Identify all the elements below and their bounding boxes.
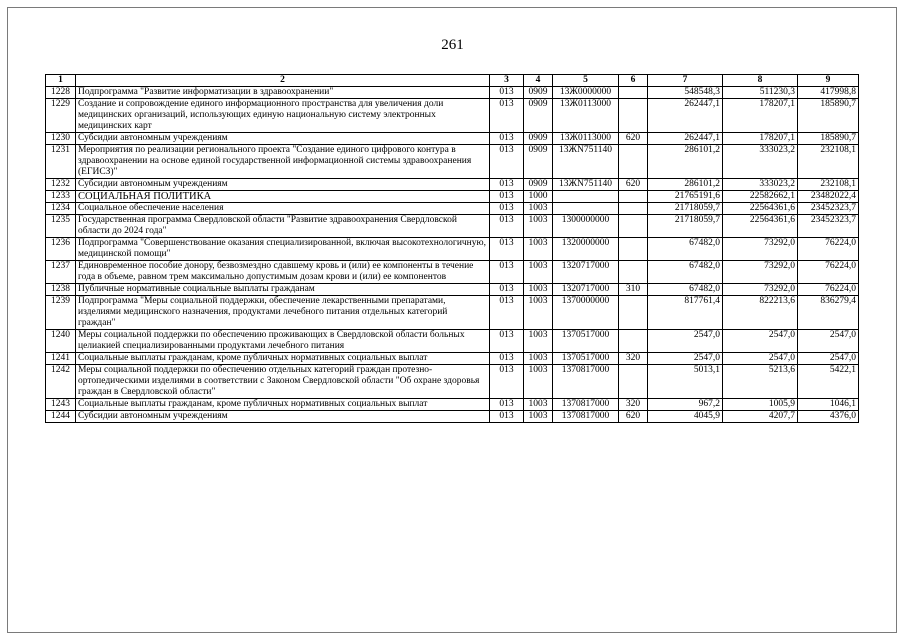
column-header: 4 [524, 75, 553, 87]
amount-cell-2022: 836279,4 [798, 296, 859, 330]
row-number-cell: 1235 [46, 215, 76, 238]
expense-type-cell [619, 99, 648, 133]
amount-cell-2022: 23482022,4 [798, 191, 859, 203]
row-number-cell: 1237 [46, 261, 76, 284]
table-row [46, 133, 859, 145]
section-code-cell: 1003 [524, 215, 553, 238]
expense-type-cell [619, 87, 648, 99]
amount-cell-2022: 232108,1 [798, 179, 859, 191]
amount-cell-2020: 262447,1 [648, 99, 723, 133]
row-number-cell: 1242 [46, 365, 76, 399]
ministry-code-cell: 013 [490, 87, 524, 99]
ministry-code-cell: 013 [490, 399, 524, 411]
amount-cell-2020: 286101,2 [648, 179, 723, 191]
expense-type-cell [619, 261, 648, 284]
amount-cell-2021: 22564361,6 [723, 215, 798, 238]
table-row [46, 87, 859, 99]
amount-cell-2020: 817761,4 [648, 296, 723, 330]
amount-cell-2022: 1046,1 [798, 399, 859, 411]
table-row [46, 411, 859, 423]
amount-cell-2021: 5213,6 [723, 365, 798, 399]
table-row [46, 399, 859, 411]
amount-cell-2021: 178207,1 [723, 99, 798, 133]
section-code-cell: 1003 [524, 261, 553, 284]
target-article-cell: 1300000000 [553, 215, 619, 238]
amount-cell-2020: 2547,0 [648, 330, 723, 353]
section-code-cell: 1003 [524, 284, 553, 296]
amount-cell-2022: 23452323,7 [798, 215, 859, 238]
expense-type-cell: 320 [619, 353, 648, 365]
target-article-cell: 1370817000 [553, 365, 619, 399]
amount-cell-2021: 333023,2 [723, 145, 798, 179]
row-number-cell: 1232 [46, 179, 76, 191]
row-name-cell: Публичные нормативные социальные выплаты гражданам [76, 284, 490, 296]
target-article-cell: 13Ж0113000 [553, 133, 619, 145]
amount-cell-2020: 262447,1 [648, 133, 723, 145]
row-number-cell: 1236 [46, 238, 76, 261]
amount-cell-2020: 67482,0 [648, 261, 723, 284]
expense-type-cell [619, 203, 648, 215]
target-article-cell: 13Ж0000000 [553, 87, 619, 99]
target-article-cell: 1370817000 [553, 399, 619, 411]
row-name-cell: Социальные выплаты гражданам, кроме публичных нормативных социальных выплат [76, 399, 490, 411]
amount-cell-2022: 76224,0 [798, 238, 859, 261]
table-row [46, 330, 859, 353]
column-header: 7 [648, 75, 723, 87]
ministry-code-cell: 013 [490, 411, 524, 423]
table-body [46, 87, 859, 423]
ministry-code-cell: 013 [490, 203, 524, 215]
section-code-cell: 1003 [524, 411, 553, 423]
amount-cell-2020: 2547,0 [648, 353, 723, 365]
column-header: 8 [723, 75, 798, 87]
amount-cell-2021: 4207,7 [723, 411, 798, 423]
section-code-cell: 1003 [524, 296, 553, 330]
amount-cell-2020: 21765191,6 [648, 191, 723, 203]
amount-cell-2021: 822213,6 [723, 296, 798, 330]
target-article-cell: 1370000000 [553, 296, 619, 330]
row-name-cell: Социальное обеспечение населения [76, 203, 490, 215]
table-row [46, 99, 859, 133]
column-header: 5 [553, 75, 619, 87]
section-code-cell: 1003 [524, 203, 553, 215]
column-header: 2 [76, 75, 490, 87]
section-code-cell: 0909 [524, 133, 553, 145]
ministry-code-cell: 013 [490, 330, 524, 353]
amount-cell-2021: 511230,3 [723, 87, 798, 99]
section-code-cell: 0909 [524, 99, 553, 133]
expense-type-cell: 620 [619, 411, 648, 423]
table-row [46, 296, 859, 330]
ministry-code-cell: 013 [490, 133, 524, 145]
ministry-code-cell: 013 [490, 238, 524, 261]
row-number-cell: 1230 [46, 133, 76, 145]
section-code-cell: 0909 [524, 87, 553, 99]
ministry-code-cell: 013 [490, 353, 524, 365]
expense-type-cell: 620 [619, 133, 648, 145]
table-header-row [46, 75, 859, 87]
amount-cell-2022: 76224,0 [798, 284, 859, 296]
ministry-code-cell: 013 [490, 99, 524, 133]
row-number-cell: 1228 [46, 87, 76, 99]
amount-cell-2022: 2547,0 [798, 353, 859, 365]
row-name-cell: Подпрограмма "Меры социальной поддержки, обеспечение лекарственными препаратами, изделиями медицинского назначения, продуктами лечебного питания отдельных категорий граждан" [76, 296, 490, 330]
table-row [46, 191, 859, 203]
row-name-cell: Субсидии автономным учреждениям [76, 179, 490, 191]
column-header: 1 [46, 75, 76, 87]
column-header: 6 [619, 75, 648, 87]
section-code-cell: 1003 [524, 399, 553, 411]
row-name-cell: Социальные выплаты гражданам, кроме публичных нормативных социальных выплат [76, 353, 490, 365]
amount-cell-2022: 232108,1 [798, 145, 859, 179]
ministry-code-cell: 013 [490, 145, 524, 179]
expense-type-cell [619, 215, 648, 238]
amount-cell-2021: 333023,2 [723, 179, 798, 191]
amount-cell-2022: 76224,0 [798, 261, 859, 284]
target-article-cell [553, 191, 619, 203]
table-row [46, 145, 859, 179]
page-number: 261 [441, 37, 464, 53]
amount-cell-2022: 4376,0 [798, 411, 859, 423]
row-name-cell: Субсидии автономным учреждениям [76, 411, 490, 423]
amount-cell-2021: 73292,0 [723, 261, 798, 284]
amount-cell-2020: 67482,0 [648, 238, 723, 261]
amount-cell-2022: 185890,7 [798, 99, 859, 133]
amount-cell-2021: 22582662,1 [723, 191, 798, 203]
budget-table [45, 74, 859, 423]
expense-type-cell: 320 [619, 399, 648, 411]
table-row [46, 179, 859, 191]
amount-cell-2022: 5422,1 [798, 365, 859, 399]
expense-type-cell: 310 [619, 284, 648, 296]
expense-type-cell [619, 296, 648, 330]
table-row [46, 238, 859, 261]
ministry-code-cell: 013 [490, 365, 524, 399]
table-row [46, 215, 859, 238]
row-number-cell: 1234 [46, 203, 76, 215]
amount-cell-2020: 4045,9 [648, 411, 723, 423]
target-article-cell: 1320717000 [553, 261, 619, 284]
section-code-cell: 1003 [524, 238, 553, 261]
row-number-cell: 1233 [46, 191, 76, 203]
row-name-cell: СОЦИАЛЬНАЯ ПОЛИТИКА [76, 191, 490, 203]
section-code-cell: 1003 [524, 365, 553, 399]
section-code-cell: 1000 [524, 191, 553, 203]
amount-cell-2021: 1005,9 [723, 399, 798, 411]
row-number-cell: 1229 [46, 99, 76, 133]
section-code-cell: 1003 [524, 330, 553, 353]
row-name-cell: Меры социальной поддержки по обеспечению отдельных категорий граждан протезно-ортопедическими изделиями в соответствии с Законом Свердловской области "Об охране здоровья граждан в Свердловской области" [76, 365, 490, 399]
row-name-cell: Меры социальной поддержки по обеспечению проживающих в Свердловской области больных целиакией специализированными продуктами лечебного питания [76, 330, 490, 353]
section-code-cell: 1003 [524, 353, 553, 365]
expense-type-cell [619, 238, 648, 261]
amount-cell-2021: 2547,0 [723, 353, 798, 365]
target-article-cell: 1320717000 [553, 284, 619, 296]
amount-cell-2022: 185890,7 [798, 133, 859, 145]
row-name-cell: Подпрограмма "Развитие информатизации в здравоохранении" [76, 87, 490, 99]
amount-cell-2022: 23452323,7 [798, 203, 859, 215]
column-header: 3 [490, 75, 524, 87]
target-article-cell: 1370517000 [553, 330, 619, 353]
amount-cell-2021: 2547,0 [723, 330, 798, 353]
row-number-cell: 1241 [46, 353, 76, 365]
row-number-cell: 1244 [46, 411, 76, 423]
amount-cell-2020: 548548,3 [648, 87, 723, 99]
ministry-code-cell: 013 [490, 261, 524, 284]
expense-type-cell [619, 330, 648, 353]
amount-cell-2021: 178207,1 [723, 133, 798, 145]
amount-cell-2020: 21718059,7 [648, 203, 723, 215]
section-code-cell: 0909 [524, 145, 553, 179]
table-row [46, 203, 859, 215]
target-article-cell: 1320000000 [553, 238, 619, 261]
row-name-cell: Субсидии автономным учреждениям [76, 133, 490, 145]
row-name-cell: Подпрограмма "Совершенствование оказания специализированной, включая высокотехнологичную, медицинской помощи" [76, 238, 490, 261]
target-article-cell: 13Ж0113000 [553, 99, 619, 133]
row-number-cell: 1239 [46, 296, 76, 330]
ministry-code-cell: 013 [490, 215, 524, 238]
row-number-cell: 1231 [46, 145, 76, 179]
expense-type-cell [619, 365, 648, 399]
amount-cell-2021: 73292,0 [723, 238, 798, 261]
target-article-cell [553, 203, 619, 215]
expense-type-cell: 620 [619, 179, 648, 191]
expense-type-cell [619, 191, 648, 203]
column-header: 9 [798, 75, 859, 87]
table-row [46, 284, 859, 296]
ministry-code-cell: 013 [490, 284, 524, 296]
target-article-cell: 1370517000 [553, 353, 619, 365]
row-name-cell: Государственная программа Свердловской области "Развитие здравоохранения Свердловской области до 2024 года" [76, 215, 490, 238]
row-number-cell: 1238 [46, 284, 76, 296]
table-row [46, 261, 859, 284]
amount-cell-2020: 21718059,7 [648, 215, 723, 238]
row-number-cell: 1243 [46, 399, 76, 411]
row-name-cell: Единовременное пособие донору, безвозмездно сдавшему кровь и (или) ее компоненты в течение года в объеме, равном трем максимально допустимым дозам крови и (или) ее компонентов [76, 261, 490, 284]
amount-cell-2020: 967,2 [648, 399, 723, 411]
section-code-cell: 0909 [524, 179, 553, 191]
ministry-code-cell: 013 [490, 191, 524, 203]
amount-cell-2021: 22564361,6 [723, 203, 798, 215]
row-name-cell: Мероприятия по реализации регионального проекта "Создание единого цифрового контура в здравоохранении на основе единой государственной информационной системы здравоохранения (ЕГИСЗ)" [76, 145, 490, 179]
table-row [46, 365, 859, 399]
expense-type-cell [619, 145, 648, 179]
target-article-cell: 13ЖN751140 [553, 179, 619, 191]
amount-cell-2022: 417998,8 [798, 87, 859, 99]
table-row [46, 353, 859, 365]
row-number-cell: 1240 [46, 330, 76, 353]
amount-cell-2022: 2547,0 [798, 330, 859, 353]
target-article-cell: 1370817000 [553, 411, 619, 423]
amount-cell-2020: 5013,1 [648, 365, 723, 399]
ministry-code-cell: 013 [490, 296, 524, 330]
amount-cell-2020: 67482,0 [648, 284, 723, 296]
amount-cell-2020: 286101,2 [648, 145, 723, 179]
ministry-code-cell: 013 [490, 179, 524, 191]
row-name-cell: Создание и сопровождение единого информационного пространства для увеличения доли медицинских организаций, использующих единую национальную систему электронных медицинских карт [76, 99, 490, 133]
target-article-cell: 13ЖN751140 [553, 145, 619, 179]
amount-cell-2021: 73292,0 [723, 284, 798, 296]
